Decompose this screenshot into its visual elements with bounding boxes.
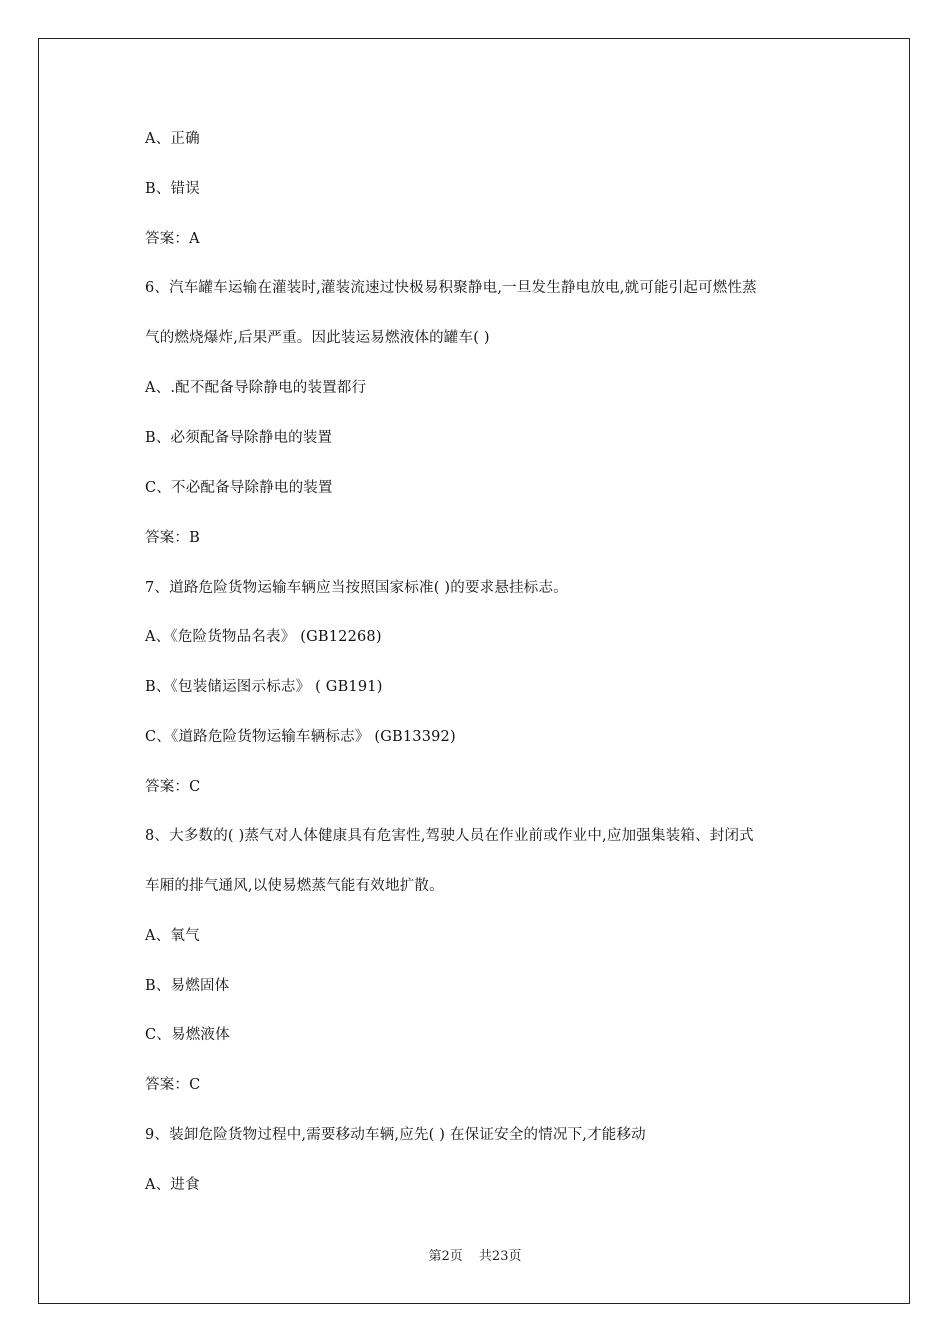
question-8-text-line-2: 车厢的排气通风,以使易燃蒸气能有效地扩散。 <box>145 878 444 894</box>
question-9-option-a: A、进食 <box>145 1177 200 1193</box>
question-6-answer: 答案：B <box>145 530 200 546</box>
question-7-option-c: C、《道路危险货物运输车辆标志》 (GB13392) <box>145 729 456 745</box>
question-8-option-c: C、易燃液体 <box>145 1027 230 1043</box>
question-6-option-c: C、不必配备导除静电的装置 <box>145 480 333 496</box>
question-7-answer: 答案：C <box>145 779 201 795</box>
page-number-footer: 第2页 共23页 <box>428 1249 522 1264</box>
question-6-option-a: A、.配不配备导除静电的装置都行 <box>145 380 367 396</box>
question-8-option-a: A、氧气 <box>145 928 200 944</box>
question-6-text-line-1: 6、汽车罐车运输在灌装时,灌装流速过快极易积聚静电,一旦发生静电放电,就可能引起可燃性蒸 <box>145 280 757 296</box>
question-7-option-a: A、《危险货物品名表》 (GB12268) <box>145 629 382 645</box>
page-border <box>38 38 910 1304</box>
question-6-option-b: B、必须配备导除静电的装置 <box>145 430 333 446</box>
question-8-text-line-1: 8、大多数的( )蒸气对人体健康具有危害性,驾驶人员在作业前或作业中,应加强集装箱、封闭式 <box>145 828 754 844</box>
question-7-text: 7、道路危险货物运输车辆应当按照国家标准( )的要求悬挂标志。 <box>145 580 568 596</box>
question-8-option-b: B、易燃固体 <box>145 978 230 994</box>
question-5-option-b: B、错误 <box>145 181 200 197</box>
question-6-text-line-2: 气的燃烧爆炸,后果严重。因此装运易燃液体的罐车( ) <box>145 330 490 346</box>
question-5-option-a: A、正确 <box>145 131 200 147</box>
question-9-text: 9、装卸危险货物过程中,需要移动车辆,应先( ) 在保证安全的情况下,才能移动 <box>145 1127 646 1143</box>
question-5-answer: 答案：A <box>145 231 200 247</box>
question-7-option-b: B、《包装储运图示标志》 ( GB191) <box>145 679 383 695</box>
question-8-answer: 答案：C <box>145 1077 201 1093</box>
